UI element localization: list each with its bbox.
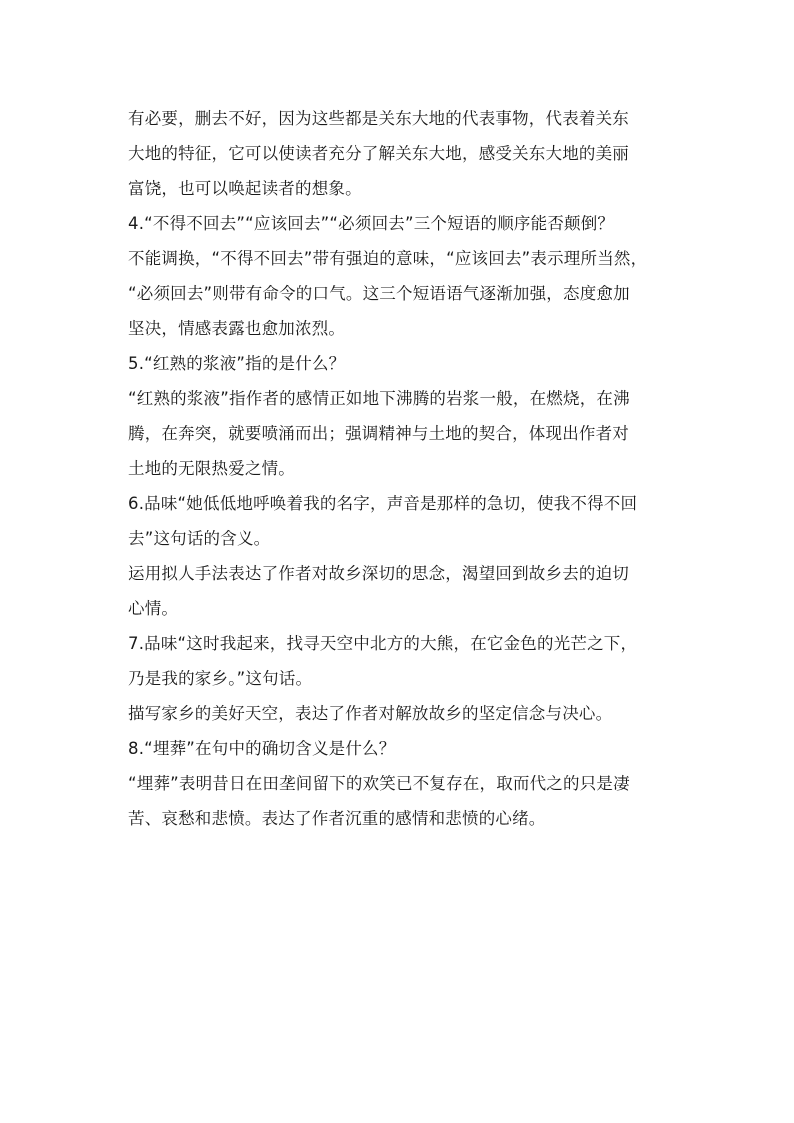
- answer-8-line: “埋葬”表明昔日在田垄间留下的欢笑已不复存在，取而代之的只是凄: [128, 774, 630, 793]
- answer-8-line: 苦、哀愁和悲愤。表达了作者沉重的感情和悲愤的心绪。: [128, 809, 546, 828]
- question-6: 6.品味“她低低地呼唤着我的名字，声音是那样的急切，使我不得不回: [128, 494, 638, 513]
- document-body: [128, 101, 668, 836]
- answer-4-line: “必须回去”则带有命令的口气。这三个短语语气逐渐加强，态度愈加: [128, 284, 630, 303]
- question-6: 去”这句话的含义。: [128, 529, 271, 548]
- answer-6-line: 运用拟人手法表达了作者对故乡深切的思念，渴望回到故乡去的迫切: [128, 564, 629, 583]
- answer-7-line: 描写家乡的美好天空，表达了作者对解放故乡的坚定信念与决心。: [128, 704, 613, 723]
- text-line: 大地的特征，它可以使读者充分了解关东大地，感受关东大地的美丽: [128, 144, 629, 163]
- text-line: 有必要，删去不好，因为这些都是关东大地的代表事物，代表着关东: [128, 109, 629, 128]
- answer-4-line: 不能调换，“不得不回去”带有强迫的意味，“应该回去”表示理所当然，: [128, 249, 648, 268]
- text-line: 富饶，也可以唤起读者的想象。: [128, 179, 362, 198]
- question-7: 7.品味“这时我起来，找寻天空中北方的大熊，在它金色的光芒之下，: [128, 634, 638, 653]
- answer-5-line: 土地的无限热爱之情。: [128, 459, 295, 478]
- answer-5-line: “红熟的浆液”指作者的感情正如地下沸腾的岩浆一般，在燃烧，在沸: [128, 389, 630, 408]
- question-8: 8.“埋葬”在句中的确切含义是什么？: [128, 739, 396, 758]
- answer-5-line: 腾，在奔突，就要喷涌而出；强调精神与土地的契合，体现出作者对: [128, 424, 629, 443]
- question-4: 4.“不得不回去”“应该回去”“必须回去”三个短语的顺序能否颠倒？: [128, 214, 615, 233]
- answer-6-line: 心情。: [128, 599, 179, 618]
- question-5: 5.“红熟的浆液”指的是什么？: [128, 354, 346, 373]
- answer-4-line: 坚决，情感表露也愈加浓烈。: [128, 319, 346, 338]
- question-7: 乃是我的家乡。”这句话。: [128, 669, 313, 688]
